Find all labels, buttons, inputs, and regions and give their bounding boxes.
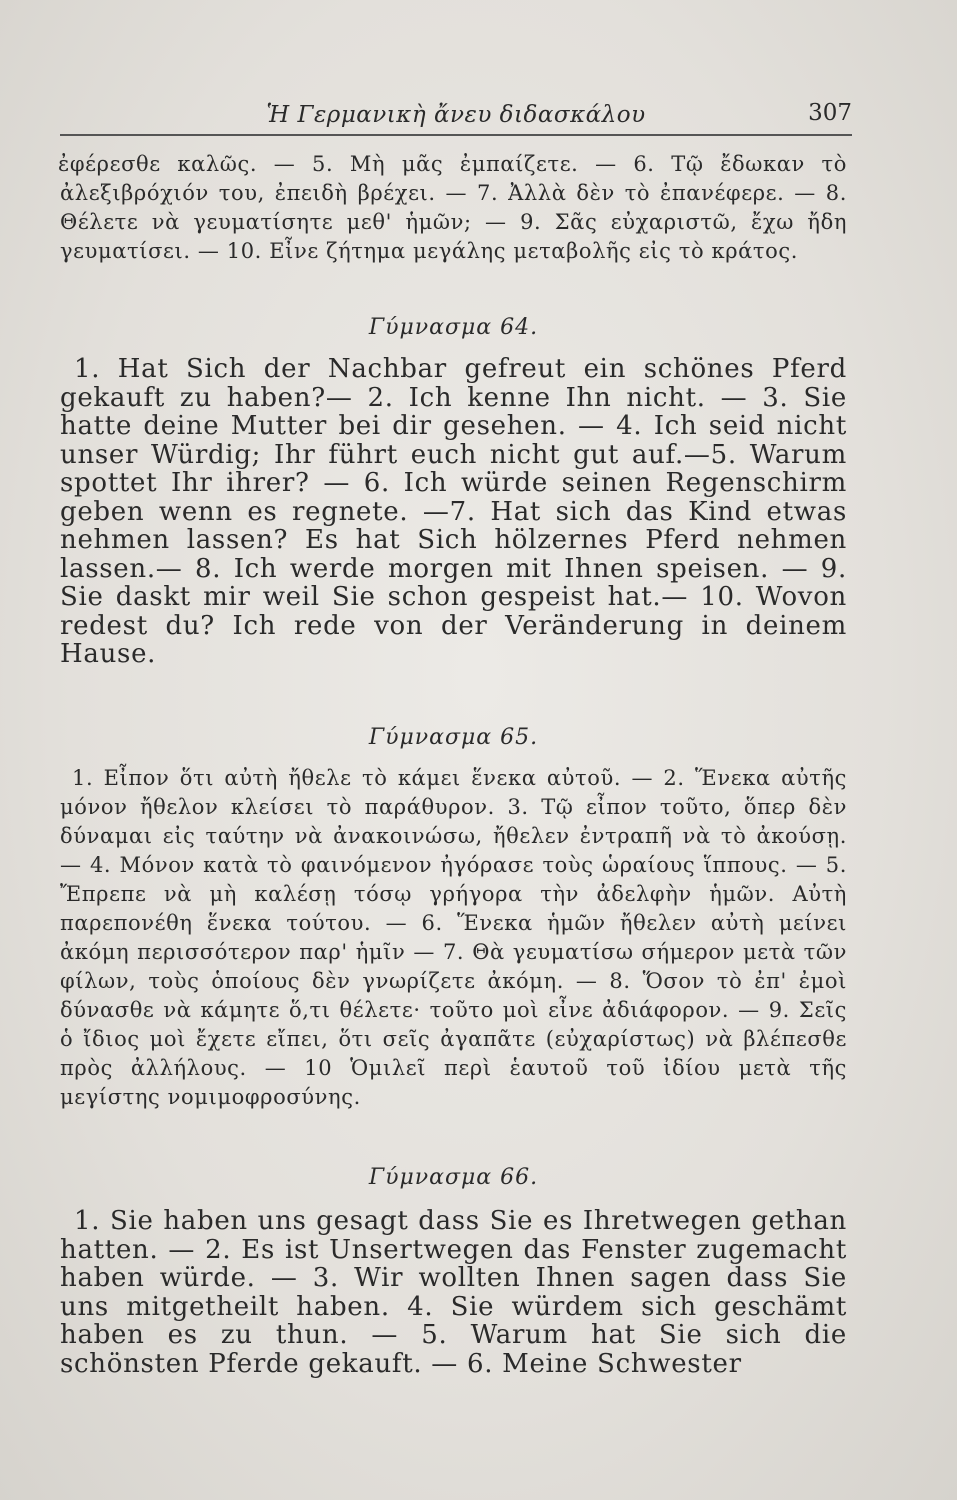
running-header: [60, 100, 852, 136]
running-title: Ἡ Γερμανικὴ ἄνευ διδασκάλου: [266, 102, 646, 128]
exercise-heading-66: Γύμνασμα 66.: [368, 1165, 539, 1190]
exercise-heading-65: Γύμνασμα 65.: [368, 725, 539, 750]
greek-exercise-65: 1. Εἶπον ὅτι αὐτὴ ἤθελε τὸ κάμει ἕνεκα αὐτοῦ. — 2. Ἕνεκα αὐτῆς μόνον ἤθελον κλείσει τὸ παράθυρον. 3. Τῷ εἶπον τοῦτο, ὅπερ δὲν δύναμαι εἰς ταύτην νὰ ἀνακοινώσω, ἤθελεν ἐντραπῆ νὰ τὸ ἀκούσῃ. — 4. Μόνον κατὰ τὸ φαινόμενον ἠγόρασε τοὺς ὡραίους ἵππους. — 5. Ἔπρεπε νὰ μὴ καλέσῃ τόσῳ γρήγορα τὴν ἀδελφὴν ἡμῶν. Αὐτὴ παρεπονέθη ἕνεκα τούτου. — 6. Ἕνεκα ἡμῶν ἤθελεν αὐτὴ μείνει ἀκόμη περισσότερον παρ' ἡμῖν — 7. Θὰ γευματίσω σήμερον μετὰ τῶν φίλων, τοὺς ὁποίους δὲν γνωρίζετε ἀκόμη. — 8. Ὅσον τὸ ἐπ' ἐμοὶ δύνασθε νὰ κάμητε ὅ,τι θέλετε· τοῦτο μοὶ εἶνε ἀδιάφορον. — 9. Σεῖς ὁ ἴδιος μοὶ ἔχετε εἴπει, ὅτι σεῖς ἀγαπᾶτε (εὐχαρίστως) νὰ βλέπεσθε πρὸς ἀλλήλους. — 10 Ὁμιλεῖ περὶ ἑαυτοῦ τοῦ ἰδίου μετὰ τῆς μεγίστης νομιμοφροσύνης.: [60, 766, 847, 1109]
page-number: 307: [808, 100, 852, 126]
greek-paragraph-top: ἐφέρεσθε καλῶς. — 5. Μὴ μᾶς ἐμπαίζετε. — 6. Τῷ ἔδωκαν τὸ ἀλεξιβρόχιόν του, ἐπειδὴ βρέχει. — 7. Ἀλλὰ δὲν τὸ ἐπανέφερε. — 8. Θέλετε νὰ γευματίσητε μεθ' ἡμῶν; — 9. Σᾶς εὐχαριστῶ, ἔχω ἤδη γευματίσει. — 10. Εἶνε ζήτημα μεγάλης μεταβολῆς εἰς τὸ κράτος.: [58, 152, 847, 263]
german-exercise-66: 1. Sie haben uns gesagt dass Sie es Ihretwegen gethan hatten. — 2. Es ist Unsertwegen das Fenster zugemacht haben würde. — 3. Wir wollten Ihnen sagen dass Sie uns mitgetheilt haben. 4. Sie würdem sich geschämt haben es zu thun. — 5. Warum hat Sie sich die schönsten Pferde gekauft. — 6. Meine Schwester: [60, 1206, 847, 1379]
exercise-heading-64: Γύμνασμα 64.: [368, 315, 539, 340]
german-exercise-64: 1. Hat Sich der Nachbar gefreut ein schönes Pferd gekauft zu haben?— 2. Ich kenne Ihn nicht. — 3. Sie hatte deine Mutter bei dir gesehen. — 4. Ich seid nicht unser Würdig; Ihr führt euch nicht gut auf.—5. Warum spottet Ihr ihrer? — 6. Ich würde seinen Regenschirm geben wenn es regnete. —7. Hat sich das Kind etwas nehmen lassen? Es hat Sich hölzernes Pferd nehmen lassen.— 8. Ich werde morgen mit Ihnen speisen. — 9. Sie daskt mir weil Sie schon gespeist hat.— 10. Wovon redest du? Ich rede von der Veränderung in deinem Hause.: [60, 354, 847, 669]
